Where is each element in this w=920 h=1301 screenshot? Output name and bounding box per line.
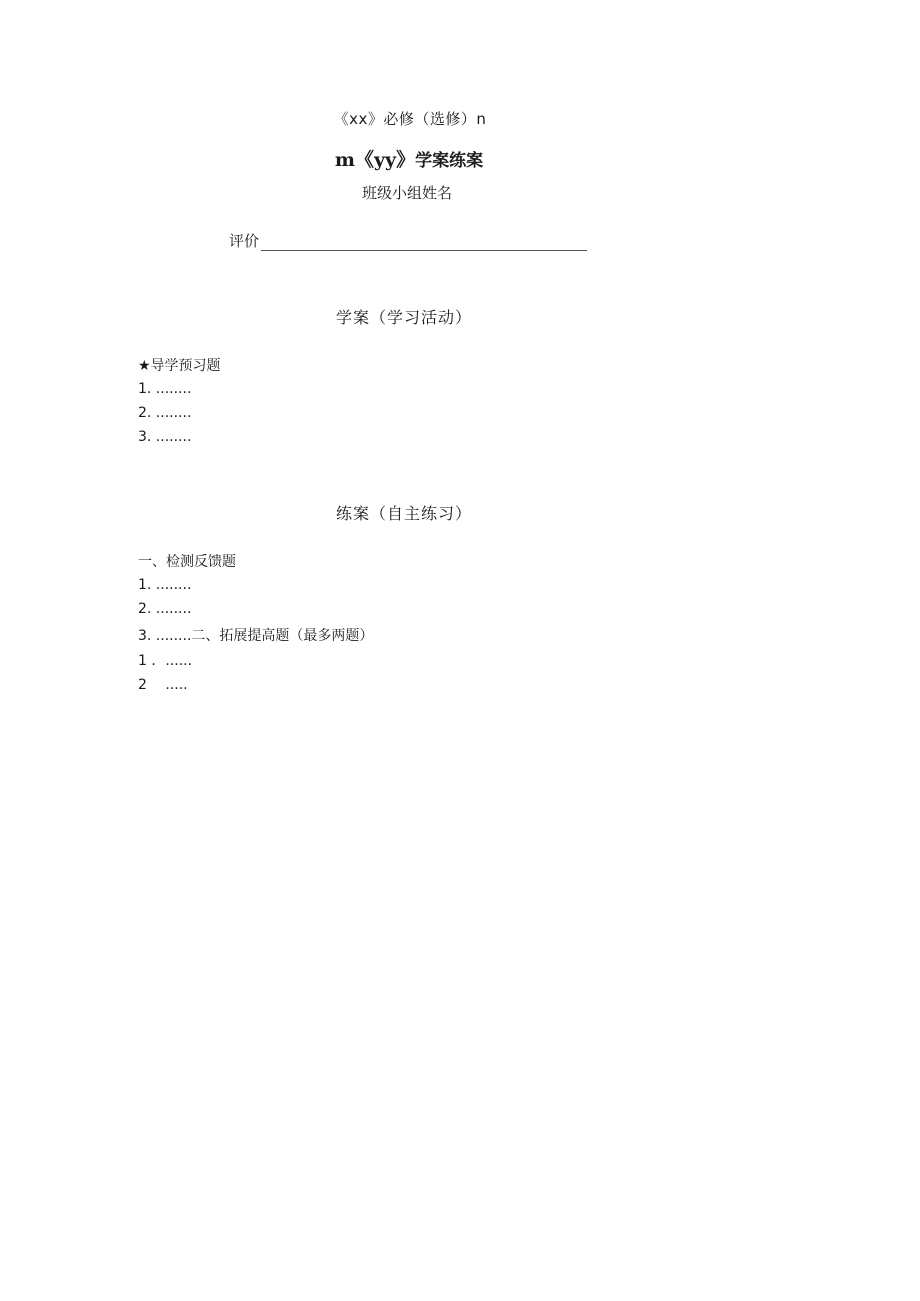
practice-plan-item: 3. ........二、拓展提高题（最多两题）: [138, 628, 374, 644]
study-plan-item: 3. ........: [138, 429, 192, 445]
study-plan-title: 学案（学习活动）: [335, 308, 472, 327]
study-plan-item: 1. ........: [138, 381, 192, 397]
document-title: [0, 145, 818, 172]
class-group-name-line: 班级小组姓名: [361, 184, 452, 202]
practice-plan-title: 练案（自主练习）: [335, 504, 472, 523]
practice-plan-subtitle: 一、检测反馈题: [138, 554, 236, 570]
study-plan-item: 2. ........: [138, 405, 192, 421]
evaluation-row: [229, 230, 587, 251]
practice-plan-item: 2 .....: [138, 677, 188, 693]
evaluation-blank-line: [261, 233, 587, 251]
study-plan-subtitle: ★导学预习题: [138, 358, 221, 374]
practice-plan-item: 1 ．......: [138, 653, 193, 669]
practice-plan-item: 2. ........: [138, 601, 192, 617]
title-prefix: m《yy》: [334, 149, 416, 171]
practice-plan-item: 1. ........: [138, 577, 192, 593]
evaluation-label: 评价: [229, 232, 260, 250]
title-suffix: 学案练案: [415, 151, 484, 171]
course-line: 《xx》必修（选修）n: [333, 110, 487, 128]
